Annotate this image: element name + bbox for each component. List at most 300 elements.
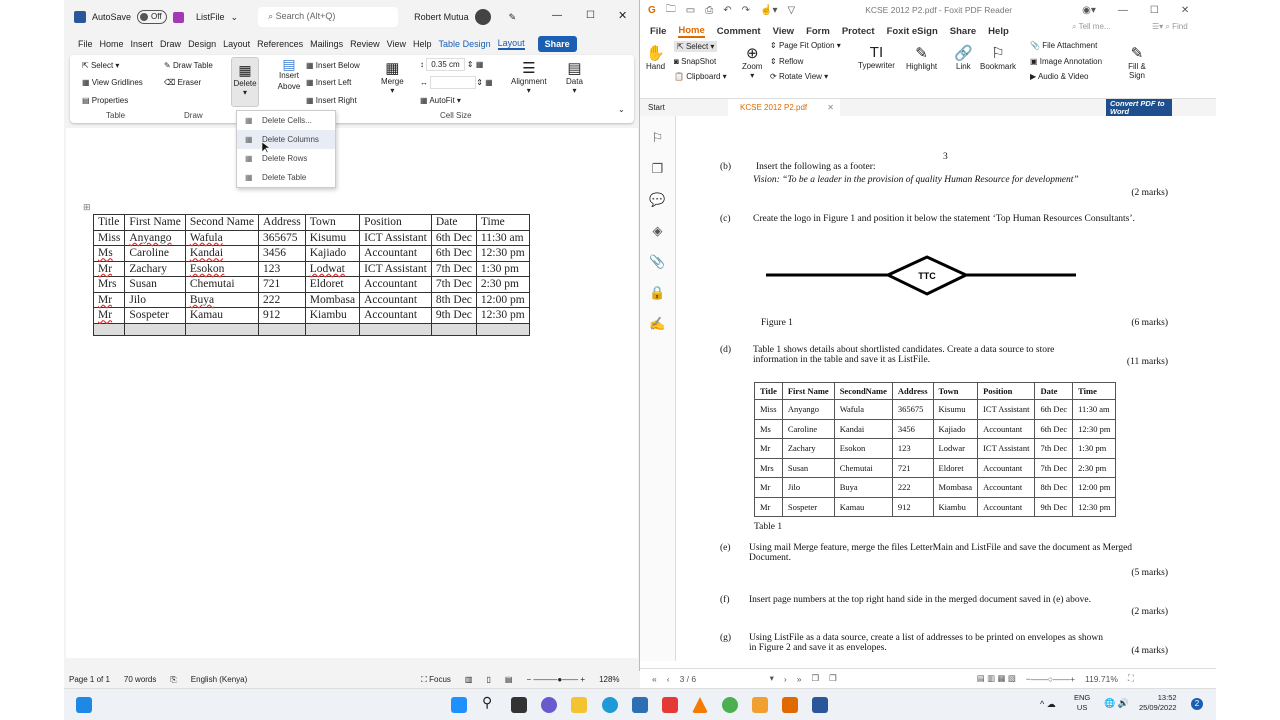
marks: (2 marks) [1131, 188, 1168, 198]
question-label: (d) [720, 345, 732, 355]
language[interactable]: English (Kenya) [190, 675, 248, 684]
read-mode-icon[interactable]: ▥ [464, 675, 473, 684]
menu-item-delete-columns[interactable] [237, 130, 335, 149]
insert-above-button[interactable]: ▤ Insert Above [277, 56, 301, 91]
typewriter-button[interactable]: TI Typewriter [858, 44, 895, 70]
tab-insert[interactable]: Insert [130, 39, 154, 49]
table-cell[interactable]: 912 [259, 308, 306, 324]
table-cell[interactable] [431, 323, 476, 335]
select-button[interactable]: ⇱ Select ▾ [82, 61, 120, 70]
table-cell[interactable]: Accountant [360, 246, 432, 262]
table-header-cell[interactable]: Time [476, 215, 529, 231]
page-number: 3 [943, 152, 948, 162]
table-cell[interactable]: Caroline [125, 246, 185, 262]
table-cell: Mrs [755, 458, 783, 478]
table-cell[interactable] [476, 323, 529, 335]
merge-icon: ▦ [385, 60, 400, 77]
table-cell: Mr [755, 478, 783, 498]
view-mode-icons[interactable]: ▤ ▥ ▦ ▧ [976, 673, 1016, 683]
table-cell[interactable]: ICT Assistant [360, 230, 432, 246]
zoom-button[interactable]: ⊕ Zoom ▾ [742, 45, 763, 80]
insert-right-button[interactable]: ▦ Insert Right [306, 96, 357, 105]
rotate-view-button[interactable]: ⟳ Rotate View ▾ [770, 72, 829, 81]
account-icon[interactable]: ◉▾ [1082, 4, 1096, 16]
minimize-button[interactable]: — [552, 10, 562, 21]
group-cell-size: Cell Size [440, 111, 472, 120]
table-header-cell[interactable]: Second Name [185, 215, 258, 231]
table-cell[interactable]: 8th Dec [431, 292, 476, 308]
chrome-icon[interactable] [722, 697, 738, 713]
table-cell[interactable] [125, 323, 185, 335]
mouse-cursor-icon [262, 142, 270, 154]
tab-comment[interactable]: Comment [716, 25, 761, 37]
height-input[interactable]: ↕ 0.35 cm ⇕ ▦ [420, 60, 484, 69]
question-label: (g) [720, 633, 732, 643]
table-cell[interactable]: Kiambu [305, 308, 359, 324]
filename[interactable]: ListFile [196, 12, 225, 22]
hand-tool-icon[interactable]: ☝▾ [760, 4, 778, 16]
table-cell[interactable]: Accountant [360, 277, 432, 293]
tray-overflow-icon[interactable]: ^ ☁ [1040, 699, 1056, 709]
delete-table-icon: ▦ [245, 173, 253, 182]
table-cell[interactable]: 721 [259, 277, 306, 293]
table-cell[interactable]: Accountant [360, 308, 432, 324]
tab-mailings[interactable]: Mailings [310, 39, 344, 49]
tab-table-design[interactable]: Table Design [438, 39, 491, 49]
tab-form[interactable]: Form [806, 25, 830, 37]
chevron-down-icon: ⌄ [230, 11, 239, 22]
find-input[interactable]: ☰▾ ⌕ Find [1152, 22, 1188, 31]
table-cell[interactable]: Ms [94, 246, 125, 262]
tab-protect[interactable]: Protect [841, 25, 875, 37]
delete-rows-icon: ▦ [245, 154, 253, 163]
table-cell: Accountant [978, 478, 1035, 498]
marks: (6 marks) [1131, 318, 1168, 328]
table-header-cell: Address [892, 383, 933, 400]
table-cell: 12:00 pm [1073, 478, 1116, 498]
web-layout-icon[interactable]: ▤ [504, 675, 513, 684]
table-cell[interactable]: 365675 [259, 230, 306, 246]
notification-badge[interactable]: 2 [1191, 698, 1203, 710]
link-button[interactable]: 🔗 Link [954, 45, 973, 71]
autosave-toggle[interactable]: Off [137, 10, 167, 24]
customize-icon[interactable]: ▽ [787, 4, 796, 16]
ribbon-collapse-icon[interactable]: ⌄ [618, 105, 625, 114]
pages-panel-icon[interactable]: ❐ [651, 161, 664, 176]
table-cell[interactable]: 123 [259, 261, 306, 277]
tell-me-input[interactable]: ⌕ Tell me... [1072, 22, 1111, 31]
close-button[interactable]: ✕ [618, 10, 628, 22]
tab-home[interactable]: Home [99, 39, 124, 49]
table-cell: Buya [834, 478, 892, 498]
bookmark-button[interactable]: ⚐ Bookmark [980, 45, 1017, 71]
input-language[interactable]: ENG US [1074, 693, 1091, 712]
table-cell[interactable]: Kandai [185, 246, 258, 262]
table-header-cell[interactable]: Date [431, 215, 476, 231]
table-cell: 721 [892, 458, 933, 478]
table-cell[interactable]: 6th Dec [431, 230, 476, 246]
table-cell[interactable]: Susan [125, 277, 185, 293]
pdf-table [754, 382, 1116, 517]
table-cell[interactable] [185, 323, 258, 335]
table-row [94, 308, 530, 324]
table-cell: Kandai [834, 419, 892, 439]
view-gridlines-button[interactable]: ▦ View Gridlines [82, 78, 143, 87]
table-move-handle-icon[interactable]: ⊞ [83, 202, 91, 212]
delete-table-icon: ▦ [238, 62, 252, 78]
tab-foxit-esign[interactable]: Foxit eSign [886, 25, 938, 37]
table-row [755, 419, 1116, 439]
table-header-cell[interactable]: Address [259, 215, 306, 231]
search-placeholder: Search (Alt+Q) [275, 11, 336, 21]
window-title: KCSE 2012 P2.pdf - Foxit PDF Reader [865, 5, 1013, 15]
foxit-ribbon [640, 40, 1216, 96]
bookmark-icon: ⚐ [991, 45, 1005, 62]
store-icon[interactable] [632, 697, 648, 713]
table-caption: Table 1 [754, 522, 783, 532]
word-table[interactable] [93, 214, 530, 336]
hand-icon: ✋ [646, 45, 665, 62]
minimize-button[interactable]: — [1117, 4, 1128, 16]
document-tabs [640, 98, 1216, 116]
foxit-status-bar [640, 668, 1216, 688]
insert-below-button[interactable]: ▦ Insert Below [306, 61, 360, 70]
table-row [94, 261, 530, 277]
menu-item-label: Delete Table [262, 173, 307, 182]
word-count[interactable]: 70 words [123, 675, 157, 684]
document-page[interactable] [66, 128, 638, 658]
table-header-row [94, 215, 530, 231]
table-cell: 912 [892, 497, 933, 517]
table-cell[interactable]: Eldoret [305, 277, 359, 293]
tab-help[interactable]: Help [413, 39, 432, 49]
table-cell[interactable]: 7th Dec [431, 261, 476, 277]
zoom-slider[interactable]: − ———●—— + [526, 675, 586, 684]
table-cell: Chemutai [834, 458, 892, 478]
tab-home[interactable]: Home [678, 24, 705, 36]
proofing-icon[interactable]: ⎘ [170, 674, 177, 684]
zoom-level[interactable]: 119.71% [1084, 673, 1118, 684]
table-cell[interactable]: 222 [259, 292, 306, 308]
next-page-button[interactable]: › [783, 673, 787, 684]
highlight-icon: ✎ [915, 45, 928, 62]
question-text: Using mail Merge feature, merge the files LetterMain and ListFile and save the document as Merged Document. [749, 543, 1133, 563]
bookmark-panel-icon[interactable]: ⚐ [651, 130, 664, 145]
tab-help[interactable]: Help [988, 25, 1009, 37]
tab-share[interactable]: Share [949, 25, 977, 37]
foxit-logo-icon: G [648, 4, 656, 16]
table-row [755, 497, 1116, 517]
file-explorer-icon[interactable] [571, 697, 587, 713]
table-cell: 6th Dec [1035, 400, 1073, 420]
table-cell: Mr [755, 439, 783, 459]
autosave-label: AutoSave [92, 12, 132, 22]
table-cell[interactable]: Sospeter [125, 308, 185, 324]
table-header-cell[interactable]: First Name [125, 215, 185, 231]
table-header-cell[interactable]: Town [305, 215, 359, 231]
table-cell[interactable]: Anyango [125, 230, 185, 246]
group-draw: Draw [184, 111, 203, 120]
question-label: (b) [720, 162, 732, 172]
table-cell[interactable]: ICT Assistant [360, 261, 432, 277]
taskbar [64, 688, 1216, 720]
task-view-icon[interactable] [511, 697, 527, 713]
table-cell[interactable]: Lodwat [305, 261, 359, 277]
print-icon[interactable]: ⎙ [705, 4, 714, 16]
table-cell[interactable]: Mrs [94, 277, 125, 293]
security-panel-icon[interactable]: 🔒 [649, 285, 666, 300]
table-cell[interactable]: 2:30 pm [476, 277, 529, 293]
menu-item-label: Delete Rows [262, 154, 308, 163]
table-cell: Sospeter [782, 497, 834, 517]
table-header-cell: SecondName [834, 383, 892, 400]
table-cell[interactable]: 3456 [259, 246, 306, 262]
tab-view[interactable]: View [386, 39, 407, 49]
table-cell: Susan [782, 458, 834, 478]
share-button[interactable]: Share [538, 36, 577, 52]
table-cell[interactable]: Mombasa [305, 292, 359, 308]
autofit-button[interactable]: ▦ AutoFit ▾ [420, 96, 461, 105]
table-header-cell: Town [933, 383, 978, 400]
signature-panel-icon[interactable]: ✍ [649, 316, 666, 331]
prev-page-button[interactable]: ‹ [666, 673, 670, 684]
table-cell: 365675 [892, 400, 933, 420]
table-cell: Miss [755, 400, 783, 420]
media-icon[interactable] [752, 697, 768, 713]
question-label: (e) [720, 543, 731, 553]
table-cell[interactable]: 12:30 pm [476, 246, 529, 262]
table-cell: Jilo [782, 478, 834, 498]
zoom-level[interactable]: 128% [599, 675, 620, 684]
network-volume-icon[interactable]: 🌐 🔊 [1104, 698, 1129, 708]
ttc-logo [764, 254, 1078, 300]
alignment-button[interactable]: ☰ Alignment ▾ [511, 60, 547, 95]
foxit-icon[interactable] [782, 697, 798, 713]
table-cell[interactable] [94, 323, 125, 335]
page-fit-button[interactable]: ⇕ Page Fit Option ▾ [770, 41, 841, 50]
save-icon[interactable] [173, 12, 184, 23]
question-text: Insert page numbers at the top right hand side in the merged document saved in (e) above. [749, 595, 1091, 605]
audio-video-button[interactable]: ▶ Audio & Video [1030, 72, 1089, 81]
table-cell: 7th Dec [1035, 439, 1073, 459]
tab-view[interactable]: View [772, 25, 795, 37]
tab-layout[interactable]: Layout [223, 39, 251, 49]
highlight-button[interactable]: ✎ Highlight [906, 45, 938, 71]
hand-button[interactable]: ✋ Hand [646, 45, 666, 71]
vlc-icon[interactable] [692, 697, 708, 713]
table-cell[interactable]: Esokon [185, 261, 258, 277]
empty-table-row[interactable] [94, 323, 530, 335]
table-cell[interactable]: 11:30 am [476, 230, 529, 246]
table-cell: Esokon [834, 439, 892, 459]
snapshot-button[interactable]: ◙ SnapShot [674, 57, 717, 66]
ribbon-tabs [64, 34, 639, 54]
user-name: Robert Mutua [414, 12, 469, 22]
zoom-icon: ⊕ [745, 45, 759, 62]
table-cell: Lodwar [933, 439, 978, 459]
tab-references[interactable]: References [257, 39, 304, 49]
table-cell[interactable] [305, 323, 359, 335]
recorder-icon[interactable] [662, 697, 678, 713]
first-page-button[interactable]: « [652, 673, 657, 684]
table-cell[interactable]: Zachary [125, 261, 185, 277]
table-cell[interactable]: Miss [94, 230, 125, 246]
table-cell[interactable]: Jilo [125, 292, 185, 308]
search-input[interactable]: ⌕ Search (Alt+Q) [258, 7, 398, 27]
table-cell: Kajiado [933, 419, 978, 439]
data-button[interactable]: ▤ Data ▾ [566, 60, 583, 95]
link-icon: 🔗 [954, 45, 973, 62]
tab-document[interactable]: KCSE 2012 P2.pdf ✕ [728, 99, 840, 117]
tab-file[interactable]: File [78, 39, 93, 49]
page-input[interactable]: 3 / 6 [679, 673, 697, 684]
page-count[interactable]: Page 1 of 1 [69, 675, 110, 684]
eraser-button[interactable]: ⌫ Eraser [164, 78, 202, 87]
pdf-page[interactable] [676, 116, 1210, 661]
facing-page-icon[interactable]: ❐ [829, 673, 837, 683]
tab-draw[interactable]: Draw [160, 39, 182, 49]
table-cell: Anyango [782, 400, 834, 420]
menu-item-label: Delete Columns [262, 135, 319, 144]
table-header-cell[interactable]: Title [94, 215, 125, 231]
table-cell[interactable]: Kajiado [305, 246, 359, 262]
menu-item-delete-cells[interactable] [237, 111, 335, 130]
table-cell: Ms [755, 419, 783, 439]
undo-icon[interactable]: ↶ [723, 4, 732, 16]
tab-review[interactable]: Review [350, 39, 380, 49]
single-page-icon[interactable]: ❐ [811, 673, 820, 683]
edge-icon[interactable] [602, 697, 618, 713]
table-cell[interactable]: 7th Dec [431, 277, 476, 293]
close-button[interactable]: ✕ [1180, 4, 1190, 16]
merge-button[interactable]: ▦ Merge ▾ [381, 60, 404, 95]
select-button[interactable]: ⇱ Select ▾ [674, 41, 717, 52]
table-cell[interactable]: Mr [94, 308, 125, 324]
table-cell: 8th Dec [1035, 478, 1073, 498]
logo-text: TTC [918, 271, 936, 281]
table-cell: ICT Assistant [978, 400, 1035, 420]
table-cell: Kamau [834, 497, 892, 517]
marks: (5 marks) [1131, 568, 1168, 578]
table-cell[interactable]: Mr [94, 261, 125, 277]
insert-left-button[interactable]: ▦ Insert Left [306, 78, 352, 87]
table-cell[interactable] [360, 323, 432, 335]
marks: (2 marks) [1131, 607, 1168, 617]
word-icon[interactable] [812, 697, 828, 713]
table-cell[interactable]: 1:30 pm [476, 261, 529, 277]
table-cell[interactable]: 9th Dec [431, 308, 476, 324]
table-cell[interactable]: 6th Dec [431, 246, 476, 262]
table-cell[interactable]: 12:00 pm [476, 292, 529, 308]
fullscreen-icon[interactable]: ⛶ [1127, 673, 1134, 683]
foxit-tabs [640, 20, 1216, 42]
comments-panel-icon[interactable]: 💬 [649, 192, 666, 207]
pen-icon[interactable]: ✎ [508, 11, 517, 22]
table-cell[interactable]: Mr [94, 292, 125, 308]
draw-table-button[interactable]: ✎ Draw Table [164, 61, 213, 70]
tab-design[interactable]: Design [188, 39, 217, 49]
image-annotation-button[interactable]: ▣ Image Annotation [1030, 57, 1103, 66]
table-row [755, 478, 1116, 498]
group-table: Table [106, 111, 126, 120]
table-header-cell: Title [755, 383, 783, 400]
last-page-button[interactable]: » [796, 673, 802, 684]
convert-pdf-to-word-banner[interactable]: Convert PDF to Word [1106, 99, 1172, 117]
table-row [755, 458, 1116, 478]
question-text: Create the logo in Figure 1 and position it below the statement ‘Top Human Resources Consultants’. [753, 214, 1135, 224]
table-cell: 1:30 pm [1073, 439, 1116, 459]
open-icon[interactable]: 🗀 [665, 3, 676, 15]
table-cell[interactable]: Wafula [185, 230, 258, 246]
avatar[interactable] [475, 9, 491, 25]
focus-button[interactable]: ⛶ Focus [421, 674, 451, 684]
properties-button[interactable]: ▤ Properties [82, 96, 129, 105]
clock[interactable]: 13:52 25/09/2022 [1139, 693, 1177, 712]
table-header-cell: Position [978, 383, 1035, 400]
layers-panel-icon[interactable]: ◈ [652, 223, 663, 238]
table-cell[interactable]: 12:30 pm [476, 308, 529, 324]
question-label: (c) [720, 214, 731, 224]
status-bar [64, 671, 640, 688]
search-icon[interactable]: ⚲ [482, 694, 493, 710]
table-header-cell[interactable]: Position [360, 215, 432, 231]
table-cell: Wafula [834, 400, 892, 420]
table-cell[interactable] [259, 323, 306, 335]
question-text: Insert the following as a footer: [756, 162, 876, 172]
maximize-button[interactable]: ☐ [586, 10, 595, 21]
tab-file[interactable]: File [650, 25, 667, 37]
delete-button[interactable]: ▦ Delete ▾ [231, 57, 259, 107]
table-cell[interactable]: Kisumu [305, 230, 359, 246]
alignment-icon: ☰ [522, 60, 536, 77]
table-cell: Mr [755, 497, 783, 517]
data-icon: ▤ [567, 60, 582, 77]
start-icon[interactable] [451, 697, 467, 713]
chat-icon[interactable] [541, 697, 557, 713]
table-header-cell: Time [1073, 383, 1116, 400]
maximize-button[interactable]: ☐ [1149, 4, 1159, 16]
menu-item-delete-table[interactable] [237, 168, 335, 187]
fill-sign-button[interactable]: ✎ Fill & Sign [1126, 44, 1148, 80]
table-cell[interactable]: Kamau [185, 308, 258, 324]
table-header-cell: First Name [782, 383, 834, 400]
zoom-slider[interactable]: −——○——+ [1025, 673, 1075, 684]
tab-layout[interactable]: Layout [497, 38, 525, 48]
menu-item-delete-rows[interactable] [237, 149, 335, 168]
widgets-icon[interactable] [76, 697, 92, 713]
table-row [94, 246, 530, 262]
table-cell[interactable]: Buya [185, 292, 258, 308]
tab-start[interactable]: Start [648, 103, 665, 112]
table-cell: Accountant [978, 419, 1035, 439]
table-cell: 123 [892, 439, 933, 459]
redo-icon[interactable]: ↷ [741, 4, 751, 16]
table-cell[interactable]: Accountant [360, 292, 432, 308]
table-cell[interactable]: Chemutai [185, 277, 258, 293]
clipboard-button[interactable]: 📋 Clipboard ▾ [674, 72, 727, 81]
table-cell: 6th Dec [1035, 419, 1073, 439]
width-input[interactable]: ↔ ⇕ ▦ [420, 78, 493, 87]
table-cell: Kiambu [933, 497, 978, 517]
page-dropdown-icon[interactable]: ▾ [769, 673, 774, 683]
attachments-panel-icon[interactable]: 📎 [649, 254, 666, 269]
save-icon[interactable]: ▭ [685, 4, 696, 16]
reflow-button[interactable]: ⇕ Reflow [770, 57, 804, 66]
file-attachment-button[interactable]: 📎 File Attachment [1030, 41, 1098, 50]
table-cell: Mombasa [933, 478, 978, 498]
table-cell: 3456 [892, 419, 933, 439]
print-layout-icon[interactable]: ▯ [486, 675, 491, 684]
